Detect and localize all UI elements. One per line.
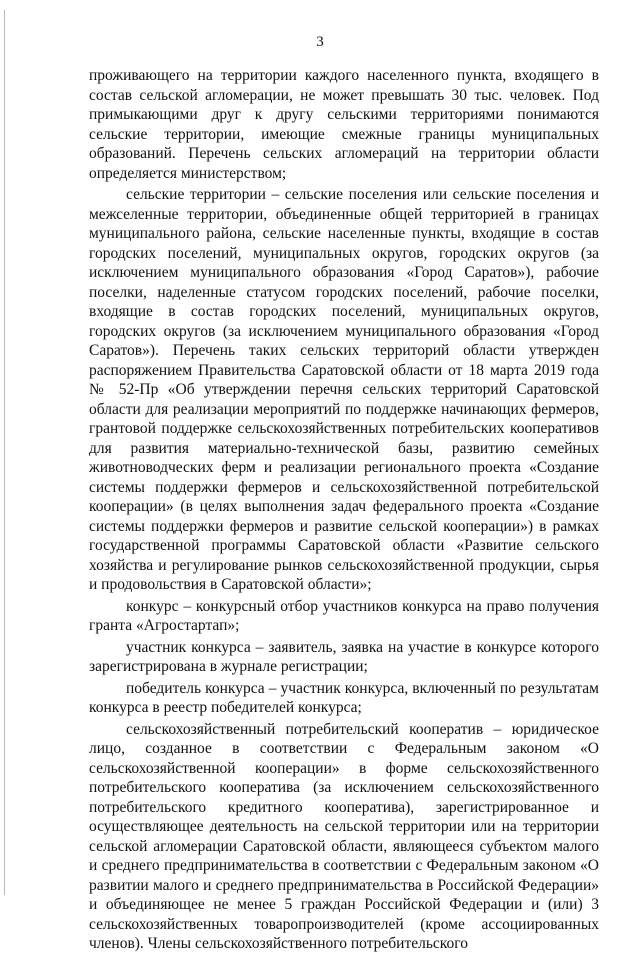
paragraph-cooperative: сельскохозяйственный потребительский кооператив – юридическое лицо, созданное в соответствии с Федеральным законом «О сельскохозяйственной кооперации» в форме сельскохозяйственного потребительского кооператива (за исключением сельскохозяйственного потребительского кредитного кооператива), зарегистрированное и осуществляющее деятельность на сельской территории или на территории сельской агломерации Саратовской области, являющееся субъектом малого и среднего предпринимательства в соответствии с Федеральным законом «О развитии малого и среднего предпринимательства в Российской Федерации» и объединяющее не менее 5 граждан Российской Федерации и (или) 3 сельскохозяйственных товаропроизводителей (кроме ассоциированных членов). Члены сельскохозяйственного потребительского: [89, 720, 599, 952]
document-body: [89, 66, 599, 954]
paragraph-rural-territories: сельские территории – сельские поселения или сельские поселения и межселенные территории, объединенные общей территорией в границах муниципального района, сельские населенные пункты, входящие в состав городских поселений, муниципальных округов, городских округов (за исключением муниципального образования «Город Саратов»), рабочие поселки, наделенные статусом городских поселений, рабочие поселки, входящие в состав городских поселений, муниципальных округов, городских округов (за исключением муниципального образования «Город Саратов»). Перечень таких сельских территорий области утвержден распоряжением Правительства Саратовской области от 18 марта 2019 года № 52-Пр «Об утверждении перечня сельских территорий Саратовской области для реализации мероприятий по поддержке начинающих фермеров, грантовой поддержке сельскохозяйственных потребительских кооперативов для развития материально-технической базы, развитию семейных животноводческих ферм и реализации регионального проекта «Создание системы поддержки фермеров и сельскохозяйственной потребительской кооперации» (в целях выполнения задач федерального проекта «Создание системы поддержки фермеров и развитие сельской кооперации») в рамках государственной программы Саратовской области «Развитие сельского хозяйства и регулирование рынков сельскохозяйственной продукции, сырья и продовольствия в Саратовской области»;: [89, 186, 599, 593]
paragraph-participant: участник конкурса – заявитель, заявка на участие в конкурсе которого зарегистрирована в журнале регистрации;: [89, 638, 599, 675]
paragraph-competition: конкурс – конкурсный отбор участников конкурса на право получения гранта «Агростартап»;: [89, 597, 599, 634]
scan-edge-line: [4, 10, 5, 895]
paragraph-winner: победитель конкурса – участник конкурса, включенный по результатам конкурса в реестр победителей конкурса;: [89, 679, 599, 716]
paragraph-agglomeration-continued: проживающего на территории каждого населенного пункта, входящего в состав сельской агломерации, не может превышать 30 тыс. человек. Под примыкающими друг к другу сельскими территориями понимаются сельские территории, имеющие смежные границы муниципальных образований. Перечень сельских агломераций на территории области определяется министерством;: [89, 67, 599, 182]
page-number: 3: [316, 34, 324, 50]
